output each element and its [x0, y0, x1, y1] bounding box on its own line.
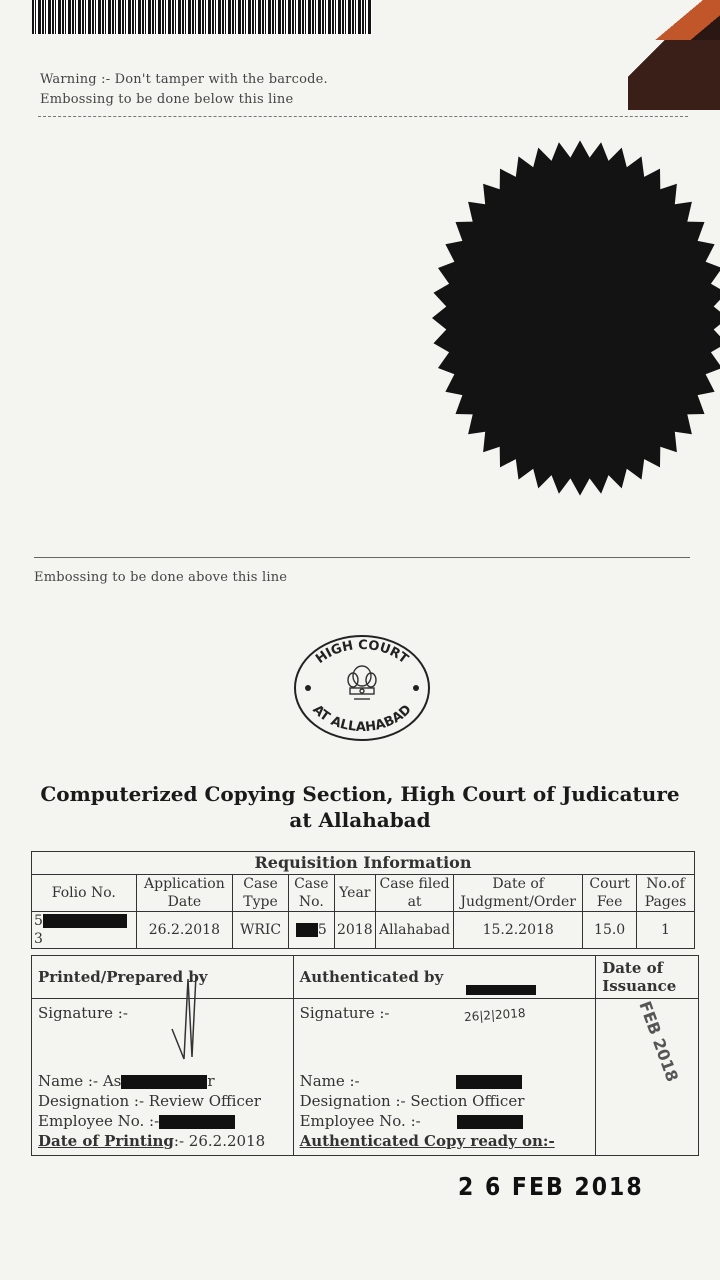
cell-case-type: WRIC — [233, 912, 289, 949]
lion-capital-icon — [348, 666, 376, 699]
emboss-below-text: Embossing to be done below this line — [40, 92, 294, 107]
cell-folio — [32, 912, 137, 949]
printed-signature-label: Signature :- — [38, 1004, 128, 1022]
high-court-emblem — [292, 633, 432, 743]
emboss-top-line — [38, 116, 688, 117]
redaction-bar — [121, 1075, 207, 1089]
header-case-no: Case No. — [288, 875, 334, 912]
printed-date-label: Date of Printing — [38, 1132, 174, 1150]
printed-employee-label: Employee No. :- — [38, 1112, 160, 1130]
redaction-bar — [457, 1115, 523, 1129]
document-heading: Computerized Copying Section, High Court of Judicature at Allahabad — [40, 782, 680, 832]
header-folio: Folio No. — [32, 875, 137, 912]
printed-employee-row — [38, 1111, 235, 1131]
authenticated-employee-row — [300, 1111, 523, 1131]
printed-cell — [32, 999, 294, 1156]
emblem-bottom-text: AT ALLAHABAD — [309, 702, 415, 736]
header-date-of-judgment: Date of Judgment/Order — [454, 875, 583, 912]
header-application-date: Application Date — [136, 875, 233, 912]
folio-prefix: 5 — [34, 913, 43, 929]
authenticated-name-row — [300, 1071, 522, 1091]
header-case-type: Case Type — [233, 875, 289, 912]
header-no-of-pages: No.of Pages — [637, 875, 695, 912]
svg-text:AT ALLAHABAD — [309, 702, 414, 735]
stamp-date: 2 6 FEB 2018 — [458, 1173, 644, 1202]
issuance-stamp: FEB 2018 — [635, 998, 683, 1085]
case-no-suffix: 5 — [317, 922, 327, 938]
folio-suffix: 3 — [34, 931, 43, 947]
issuance-header: Date of Issuance — [596, 956, 699, 999]
background-object-accent — [650, 0, 720, 40]
cell-no-of-pages: 1 — [637, 912, 695, 949]
authenticated-designation: Designation :- Section Officer — [299, 1092, 525, 1110]
cell-application-date: 26.2.2018 — [136, 912, 233, 949]
redaction-bar — [296, 923, 318, 937]
printed-date-row — [38, 1131, 265, 1151]
header-court-fee: Court Fee — [583, 875, 637, 912]
redaction-bar — [43, 914, 127, 928]
barcode — [32, 0, 372, 34]
emblem-top-text: HIGH COURT — [313, 637, 411, 668]
printed-header: Printed/Prepared by — [32, 956, 294, 999]
redaction-bar — [456, 1075, 522, 1089]
embossed-seal — [432, 140, 720, 500]
authenticated-header: Authenticated by — [293, 956, 596, 999]
requisition-caption: Requisition Information — [32, 852, 695, 875]
printed-name-suffix: r — [207, 1072, 215, 1090]
header-case-filed-at: Case filed at — [375, 875, 453, 912]
printed-date-value: :- 26.2.2018 — [173, 1132, 266, 1150]
redaction-bar — [159, 1115, 235, 1129]
authenticated-ready-label: Authenticated Copy ready on:- — [299, 1132, 555, 1150]
cell-case-no — [288, 912, 334, 949]
table-header-row — [32, 875, 695, 912]
cell-case-filed-at: Allahabad — [375, 912, 453, 949]
authenticated-cell — [293, 999, 596, 1156]
authenticated-name-label: Name :- — [299, 1072, 360, 1090]
authenticated-signature-date: 26|2|2018 — [463, 1005, 526, 1025]
emboss-bottom-line — [34, 557, 690, 558]
authentication-table — [31, 955, 699, 1156]
authenticated-employee-label: Employee No. :- — [299, 1112, 421, 1130]
printed-name-label: Name :- As — [38, 1072, 122, 1090]
emboss-above-text: Embossing to be done above this line — [34, 570, 288, 585]
printed-name-row — [38, 1071, 215, 1091]
table-row — [32, 912, 695, 949]
cell-court-fee: 15.0 — [583, 912, 637, 949]
warning-text: Warning :- Don't tamper with the barcode. — [40, 72, 328, 87]
requisition-table — [31, 851, 695, 949]
cell-year: 2018 — [334, 912, 375, 949]
redaction-bar — [466, 985, 536, 995]
cell-date-of-judgment: 15.2.2018 — [454, 912, 583, 949]
authenticated-signature-label: Signature :- — [299, 1004, 390, 1022]
header-year: Year — [334, 875, 375, 912]
printed-designation: Designation :- Review Officer — [38, 1092, 261, 1110]
printed-signature — [162, 969, 212, 1069]
